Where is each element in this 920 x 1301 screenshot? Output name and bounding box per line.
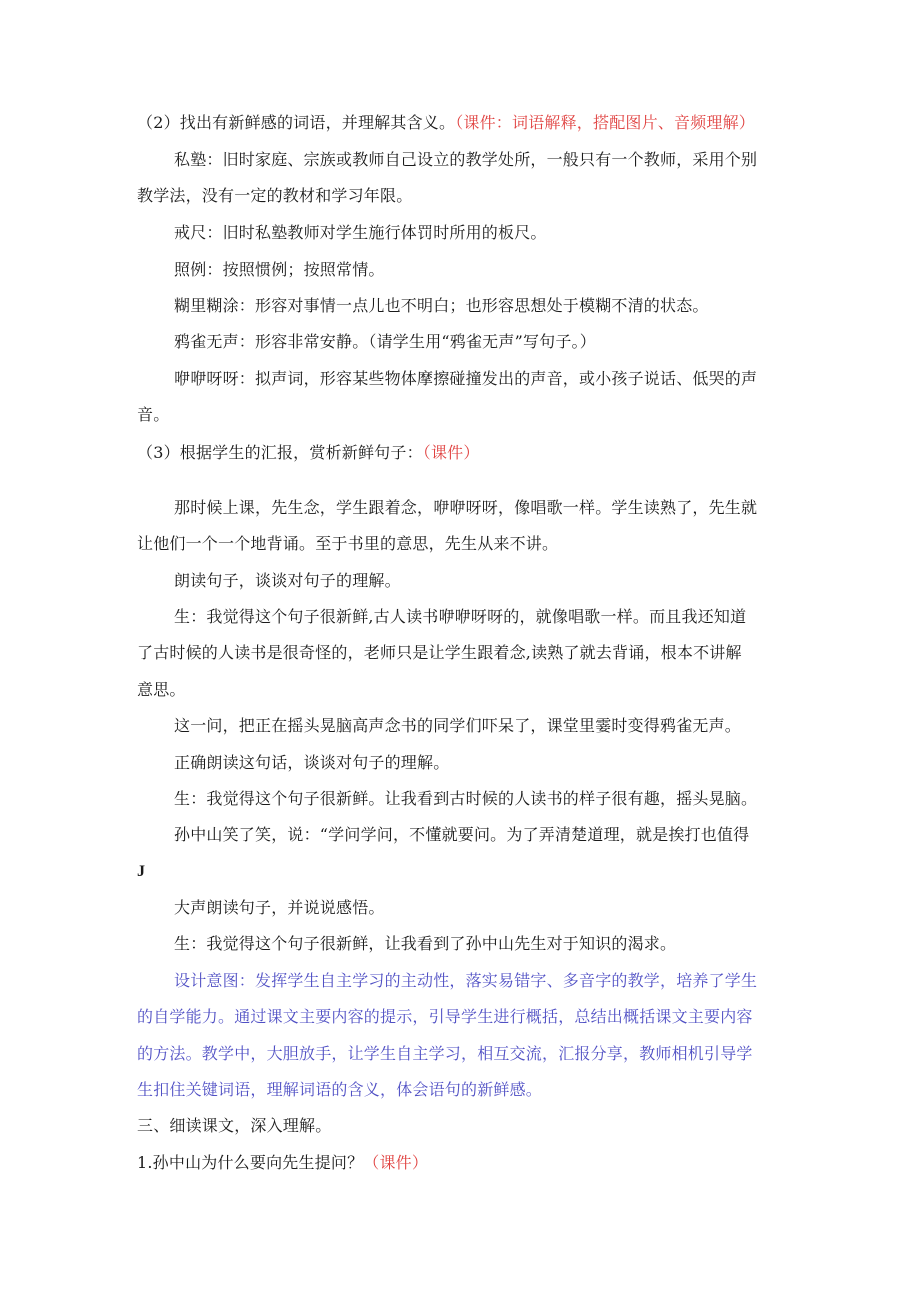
sentence-3-answer: 生：我觉得这个句子很新鲜，让我看到了孙中山先生对于知识的渴求。 [174,934,677,953]
design-intent-cont-2: 的方法。教学中，大胆放手，让学生自主学习，相互交流，汇报分享，教师相机引导学 [137,1044,753,1063]
design-intent-cont-3: 生扣住关键词语，理解词语的含义，体会语句的新鲜感。 [137,1080,543,1099]
section-3-courseware-note: （课件） [422,443,480,462]
design-intent: 设计意图：发挥学生自主学习的主动性，落实易错字、多音字的教学，培养了学生 [174,971,758,990]
part-3-heading: 三、细读课文，深入理解。 [137,1116,332,1135]
definition-sishu-cont: 教学法，没有一定的教材和学习年限。 [137,186,413,205]
question-1: 1.孙中山为什么要向先生提问？ [137,1153,364,1172]
sentence-2: 这一问，把正在摇头晃脑高声念书的同学们吓呆了，课堂里霎时变得鸦雀无声。 [174,716,742,735]
section-2-heading-line [137,113,755,133]
definition-yiyiyaya: 咿咿呀呀：拟声词，形容某些物体摩擦碰撞发出的声音，或小孩子说话、低哭的声 [174,369,758,388]
sentence-1-task: 朗读句子，谈谈对句子的理解。 [174,571,401,590]
sentence-1: 那时候上课，先生念，学生跟着念，咿咿呀呀，像唱歌一样。学生读熟了，先生就 [174,498,758,517]
definition-yaquewusheng: 鸦雀无声：形容非常安静。（请学生用“鸦雀无声”写句子。） [174,332,596,351]
sentence-1-answer-cont-2: 意思。 [137,680,186,699]
section-3-heading: （3）根据学生的汇报，赏析新鲜句子： [137,443,423,462]
sentence-3-cont: J [137,863,146,880]
definition-hulihutu: 糊里糊涂：形容对事情一点儿也不明白；也形容思想处于模糊不清的状态。 [174,296,709,315]
sentence-2-answer: 生：我觉得这个句子很新鲜。让我看到古时候的人读书的样子很有趣，摇头晃脑。 [174,789,758,808]
question-1-line [137,1153,428,1173]
definition-zhaoli: 照例：按照惯例；按照常情。 [174,260,385,279]
sentence-1-answer-cont-1: 了古时候的人读书是很奇怪的，老师只是让学生跟着念,读熟了就去背诵，根本不讲解 [137,643,742,662]
section-2-heading: （2）找出有新鲜感的词语，并理解其含义。 [137,113,456,132]
definition-yiyiyaya-cont: 音。 [137,405,170,424]
sentence-3-task: 大声朗读句子，并说说感悟。 [174,898,385,917]
question-1-courseware-note: （课件） [363,1153,429,1172]
sentence-3: 孙中山笑了笑，说：“学问学问，不懂就要问。为了弄清楚道理，就是挨打也值得 [174,825,750,844]
sentence-1-answer: 生：我觉得这个句子很新鲜,古人读书咿咿呀呀的，就像唱歌一样。而且我还知道 [174,607,747,626]
definition-sishu: 私塾：旧时家庭、宗族或教师自己设立的教学处所，一般只有一个教师，采用个别 [174,150,758,169]
sentence-1-cont: 让他们一个一个地背诵。至于书里的意思，先生从来不讲。 [137,534,559,553]
definition-jiechi: 戒尺：旧时私塾教师对学生施行体罚时所用的板尺。 [174,223,547,242]
section-3-heading-line [137,443,480,463]
section-2-courseware-note: （课件：词语解释，搭配图片、音频理解） [455,113,755,132]
sentence-2-task: 正确朗读这句话，谈谈对句子的理解。 [174,753,450,772]
design-intent-cont-1: 的自学能力。通过课文主要内容的提示，引导学生进行概括，总结出概括课文主要内容 [137,1007,753,1026]
